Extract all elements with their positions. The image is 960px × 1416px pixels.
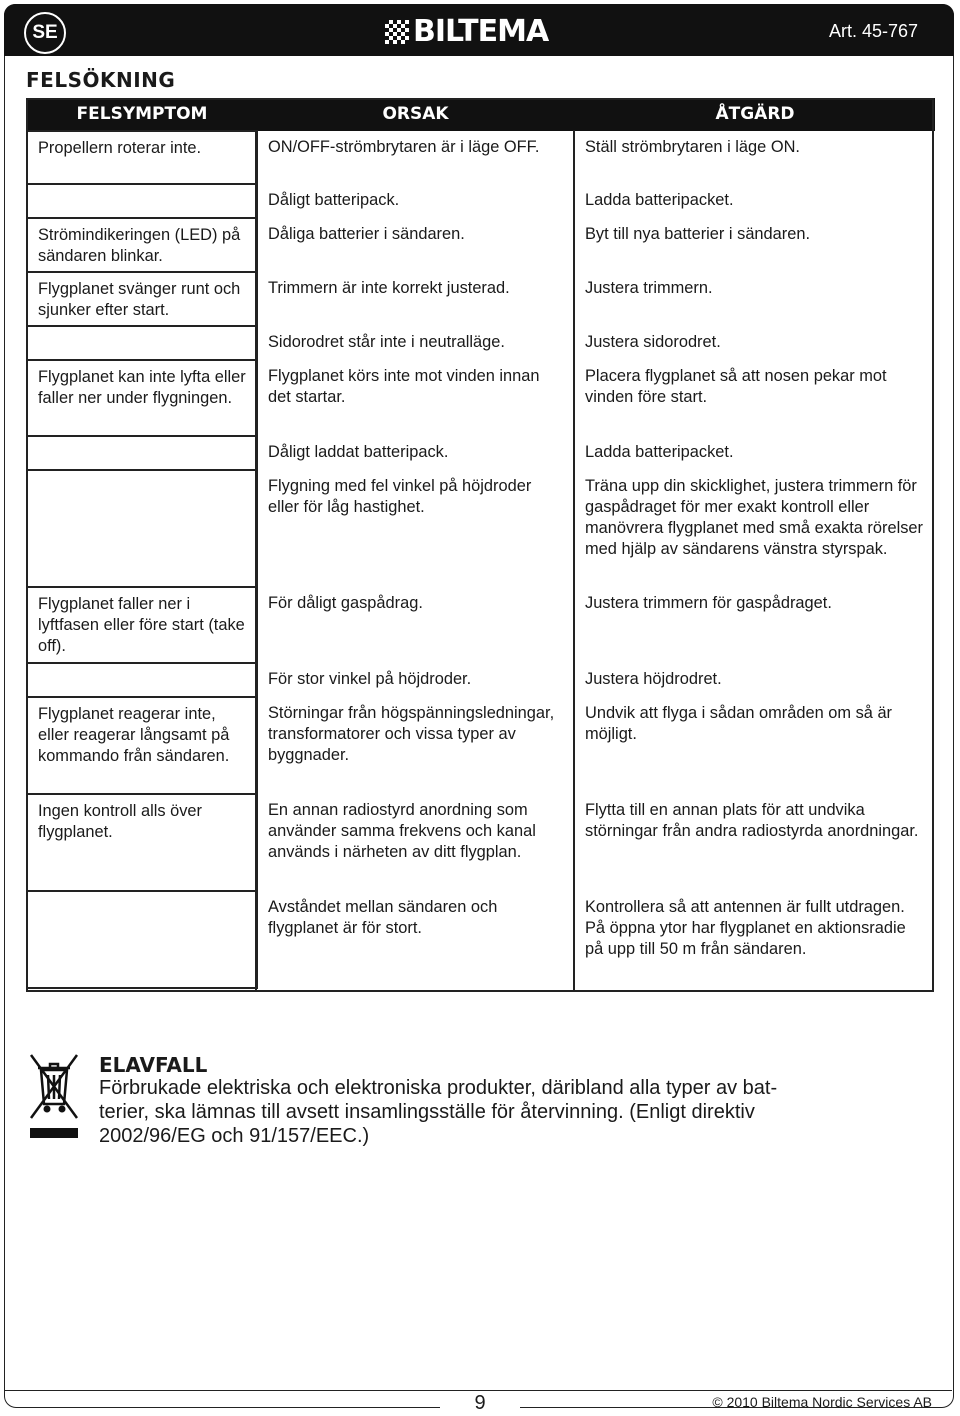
action-cell: Justera höjdrodret. [585, 670, 722, 688]
checkered-flag-icon [385, 20, 409, 44]
troubleshooting-table [26, 98, 936, 989]
action-cell: Ladda batteripacket. [585, 191, 734, 209]
copyright-notice: © 2010 Biltema Nordic Services AB [712, 1394, 932, 1410]
action-cell: Ställ strömbrytaren i läge ON. [585, 138, 800, 156]
language-badge: SE [24, 12, 66, 54]
cause-cell: Flygning med fel vinkel på höjdroder eller för låg hastighet. [268, 477, 532, 516]
action-cell: Flytta till en annan plats för att undvika störningar från andra radiostyrda anordningar. [585, 801, 919, 840]
table-row [27, 587, 935, 663]
action-cell: Justera trimmern. [585, 279, 713, 297]
table-header-row [27, 98, 935, 131]
column-divider [573, 130, 575, 992]
action-cell: Byt till nya batterier i sändaren. [585, 225, 811, 243]
section-title: FELSÖKNING [26, 68, 176, 92]
brand-logo [385, 14, 548, 50]
cause-cell: För dåligt gaspådrag. [268, 594, 423, 612]
page-number: 9 [440, 1392, 520, 1416]
symptom-cell: Flygplanet faller ner i lyftfasen eller före start (take off). [27, 587, 257, 663]
column-header-action: ÅTGÄRD [575, 98, 935, 131]
footer-divider [4, 1390, 952, 1391]
cause-cell: Dåligt batteripack. [268, 191, 400, 209]
article-number: Art. 45-767 [828, 21, 918, 41]
table-row [27, 131, 935, 184]
symptom-cell [27, 326, 257, 360]
symptom-cell: Flygplanet svänger runt och sjunker efter start. [27, 272, 257, 326]
cause-cell: Dåliga batterier i sändaren. [268, 225, 465, 243]
action-cell: Justera trimmern för gaspådraget. [585, 594, 832, 612]
table-row [27, 697, 935, 794]
symptom-cell: Flygplanet reagerar inte, eller reagerar långsamt på kommando från sändaren. [27, 697, 257, 794]
action-cell: Ladda batteripacket. [585, 443, 734, 461]
cause-cell: Trimmern är inte korrekt justerad. [268, 279, 510, 297]
table-row [27, 218, 935, 272]
symptom-cell: Ingen kontroll alls över flygplanet. [27, 794, 257, 891]
cause-cell: Störningar från högspänningsledningar, transformatorer och vissa typer av byggnader. [268, 704, 555, 764]
cause-cell: En annan radiostyrd anordning som använder samma frekvens och kanal används i närheten av ditt flygplan. [268, 801, 536, 861]
table-row [27, 184, 935, 218]
column-divider [255, 130, 257, 992]
table-row [27, 272, 935, 326]
action-cell: Justera sidorodret. [585, 333, 721, 351]
elavfall-text: Förbrukade elektriska och elektroniska produkter, däribland alla typer av batterier, ska lämnas till avsett insamlingsställe för återvinning. (Enligt direktiv 2002/96/EG och 91/157/EEC.) [99, 1077, 778, 1147]
symptom-cell: Propellern roterar inte. [27, 131, 257, 184]
symptom-cell [27, 891, 257, 988]
symptom-cell [27, 663, 257, 697]
symptom-cell [27, 436, 257, 470]
symptom-cell: Strömindikeringen (LED) på sändaren blinkar. [27, 218, 257, 272]
cause-cell: För stor vinkel på höjdroder. [268, 670, 472, 688]
cause-cell: Flygplanet körs inte mot vinden innan det startar. [268, 367, 540, 406]
table-row [27, 360, 935, 436]
symptom-cell [27, 184, 257, 218]
column-header-cause: ORSAK [257, 98, 575, 131]
crossed-out-wheelie-bin-icon [28, 1052, 80, 1142]
action-cell: Placera flygplanet så att nosen pekar mot vinden före start. [585, 367, 887, 406]
table-row [27, 891, 935, 988]
table-row [27, 663, 935, 697]
elavfall-title: ELAVFALL [99, 1053, 208, 1077]
cause-cell: Avståndet mellan sändaren och flygplanet är för stort. [268, 898, 498, 937]
table-row [27, 794, 935, 891]
table-row [27, 470, 935, 587]
cause-cell: ON/OFF-strömbrytaren är i läge OFF. [268, 138, 540, 156]
action-cell: Undvik att flyga i sådan områden om så är möjligt. [585, 704, 893, 743]
column-header-symptom: FELSYMPTOM [27, 98, 257, 131]
table-row [27, 436, 935, 470]
header-bar [4, 4, 954, 56]
symptom-cell [27, 470, 257, 587]
symptom-cell: Flygplanet kan inte lyfta eller faller ner under flygningen. [27, 360, 257, 436]
cause-cell: Sidorodret står inte i neutralläge. [268, 333, 505, 351]
table-row [27, 326, 935, 360]
cause-cell: Dåligt laddat batteripack. [268, 443, 449, 461]
action-cell: Kontrollera så att antennen är fullt utdragen. På öppna ytor har flygplanet en aktionsradie på upp till 50 m från sändaren. [585, 898, 906, 958]
brand-name: BILTEMA [413, 14, 549, 49]
action-cell: Träna upp din skicklighet, justera trimmern för gaspådraget för mer exakt kontroll eller manövrera flygplanet med små exakta rörelser med hjälp av sändarens vänstra styrspak. [585, 477, 923, 558]
